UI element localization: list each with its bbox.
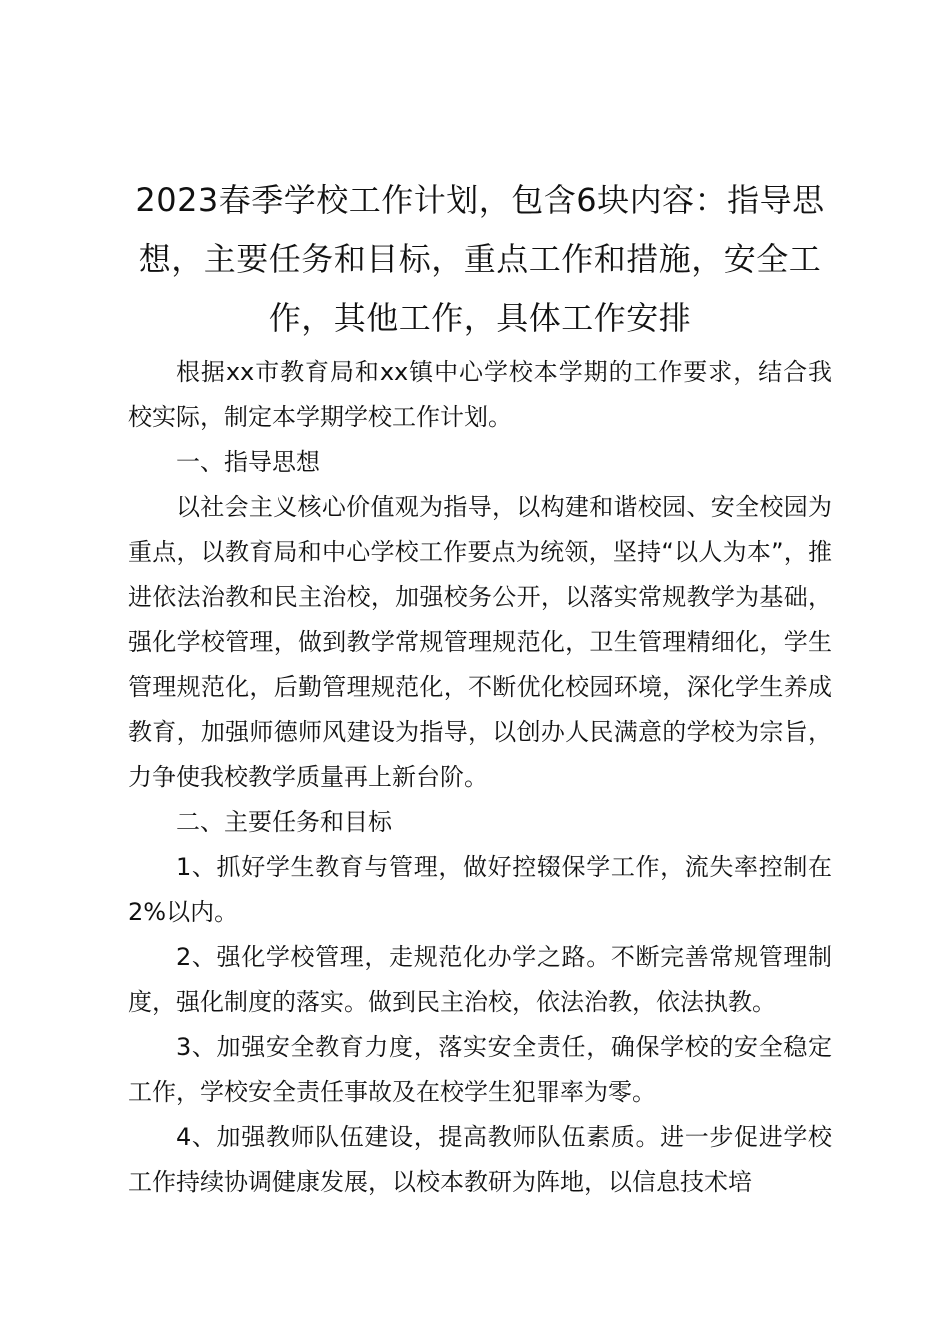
document-page (128, 171, 832, 1205)
document-body (128, 350, 832, 1205)
task-item-4: 4、加强教师队伍建设，提高教师队伍素质。进一步促进学校工作持续协调健康发展，以校本教研为阵地，以信息技术培 (128, 1123, 832, 1196)
task-item-3: 3、加强安全教育力度，落实安全责任，确保学校的安全稳定工作，学校安全责任事故及在校学生犯罪率为零。 (128, 1033, 832, 1106)
document-title: 2023春季学校工作计划，包含6块内容：指导思想，主要任务和目标，重点工作和措施，安全工作，其他工作，具体工作安排 (135, 181, 825, 337)
section-heading-guiding-ideology: 一、指导思想 (176, 448, 320, 476)
guiding-ideology-paragraph: 以社会主义核心价值观为指导，以构建和谐校园、安全校园为重点，以教育局和中心学校工作要点为统领，坚持“以人为本”，推进依法治教和民主治校，加强校务公开，以落实常规教学为基础，强化学校管理，做到教学常规管理规范化，卫生管理精细化，学生管理规范化，后勤管理规范化，不断优化校园环境，深化学生养成教育，加强师德师风建设为指导，以创办人民满意的学校为宗旨，力争使我校教学质量再上新台阶。 (128, 493, 832, 791)
task-item-1: 1、抓好学生教育与管理，做好控辍保学工作，流失率控制在2%以内。 (128, 853, 832, 926)
intro-paragraph: 根据xx市教育局和xx镇中心学校本学期的工作要求，结合我校实际，制定本学期学校工作计划。 (128, 358, 832, 431)
task-item-2: 2、强化学校管理，走规范化办学之路。不断完善常规管理制度，强化制度的落实。做到民主治校，依法治教，依法执教。 (128, 943, 832, 1016)
section-heading-main-tasks: 二、主要任务和目标 (176, 808, 392, 836)
